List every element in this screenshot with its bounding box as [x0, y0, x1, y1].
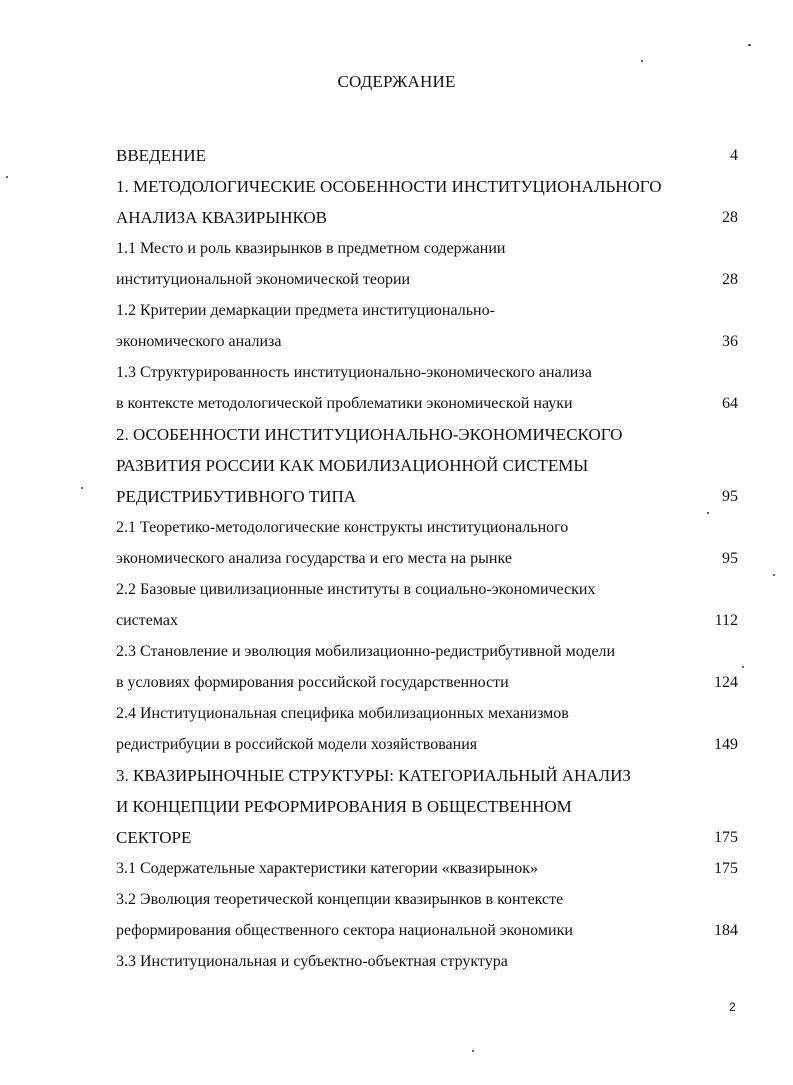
toc-entry-line: экономического анализа — [116, 333, 282, 350]
toc-entry-page: 149 — [714, 736, 738, 753]
toc-entry-line: И КОНЦЕПЦИИ РЕФОРМИРОВАНИЯ В ОБЩЕСТВЕННОМ — [116, 797, 572, 816]
toc-entry — [116, 946, 738, 977]
scan-speck — [773, 574, 775, 576]
toc-entry-line: СЕКТОРЕ — [116, 828, 192, 847]
toc-entry-line: 2.2 Базовые цивилизационные институты в социально-экономических — [116, 581, 596, 598]
toc-entry-page: 175 — [714, 829, 738, 846]
toc-entry — [116, 760, 738, 853]
table-of-contents — [116, 140, 738, 977]
toc-entry — [116, 853, 738, 884]
scan-speck — [472, 1050, 474, 1052]
page-title: СОДЕРЖАНИЕ — [337, 72, 456, 91]
scan-speck — [641, 60, 643, 62]
toc-entry-line: 2.3 Становление и эволюция мобилизационно-редистрибутивной модели — [116, 643, 616, 660]
toc-entry-page: 28 — [722, 271, 738, 288]
scan-speck — [742, 666, 744, 668]
page-number: 2 — [729, 1000, 736, 1014]
toc-entry-line: 3. КВАЗИРЫНОЧНЫЕ СТРУКТУРЫ: КАТЕГОРИАЛЬНЫЙ АНАЛИЗ — [116, 766, 631, 785]
toc-entry-line: 3.1 Содержательные характеристики категории «квазирынок» — [116, 860, 538, 877]
scan-speck — [6, 176, 8, 178]
toc-entry-line: АНАЛИЗА КВАЗИРЫНКОВ — [116, 208, 328, 227]
toc-entry — [116, 698, 738, 760]
toc-entry — [116, 512, 738, 574]
toc-entry-line: в условиях формирования российской государственности — [116, 674, 509, 691]
toc-entry — [116, 636, 738, 698]
toc-entry — [116, 233, 738, 295]
toc-entry-line: 2.4 Институциональная специфика мобилизационных механизмов — [116, 705, 569, 722]
toc-entry-page: 95 — [722, 488, 738, 505]
scan-speck — [707, 512, 709, 514]
toc-entry-line: РЕДИСТРИБУТИВНОГО ТИПА — [116, 487, 357, 506]
toc-entry — [116, 574, 738, 636]
toc-entry-page: 36 — [722, 333, 738, 350]
toc-entry — [116, 419, 738, 512]
toc-entry-line: 1.1 Место и роль квазирынков в предметном содержании — [116, 240, 506, 257]
toc-entry-line: ВВЕДЕНИЕ — [116, 146, 206, 165]
toc-entry-line: РАЗВИТИЯ РОССИИ КАК МОБИЛИЗАЦИОННОЙ СИСТЕМЫ — [116, 456, 589, 475]
toc-entry-line: реформирования общественного сектора национальной экономики — [116, 922, 573, 939]
toc-entry-page: 95 — [722, 550, 738, 567]
toc-entry-page: 112 — [714, 612, 738, 629]
toc-entry-page: 124 — [714, 674, 738, 691]
toc-entry-line: 1. МЕТОДОЛОГИЧЕСКИЕ ОСОБЕННОСТИ ИНСТИТУЦИОНАЛЬНОГО — [116, 177, 662, 196]
toc-entry — [116, 884, 738, 946]
toc-entry-page: 64 — [722, 395, 738, 412]
toc-entry-line: 3.2 Эволюция теоретической концепции квазирынков в контексте — [116, 891, 564, 908]
toc-entry-line: 2. ОСОБЕННОСТИ ИНСТИТУЦИОНАЛЬНО-ЭКОНОМИЧЕСКОГО — [116, 425, 623, 444]
toc-entry — [116, 357, 738, 419]
scan-speck — [748, 44, 751, 46]
toc-entry-line: редистрибуции в российской модели хозяйствования — [116, 736, 478, 753]
toc-entry-line: в контексте методологической проблематики экономической науки — [116, 395, 573, 412]
toc-entry-line: 1.2 Критерии демаркации предмета институционально- — [116, 302, 495, 319]
toc-entry — [116, 295, 738, 357]
toc-entry-line: 1.3 Структурированность институционально-экономического анализа — [116, 364, 592, 381]
toc-entry-page: 184 — [714, 922, 738, 939]
toc-entry-page: 28 — [722, 209, 738, 226]
toc-entry-page: 4 — [730, 147, 738, 164]
toc-entry — [116, 140, 738, 171]
toc-entry-line: 3.3 Институциональная и субъектно-объектная структура — [116, 953, 508, 970]
toc-entry-page: 175 — [714, 860, 738, 877]
toc-entry-line: системах — [116, 612, 178, 629]
toc-entry-line: институциональной экономической теории — [116, 271, 411, 288]
toc-entry-line: 2.1 Теоретико-методологические конструкты институционального — [116, 519, 569, 536]
toc-entry-line: экономического анализа государства и его места на рынке — [116, 550, 512, 567]
toc-entry — [116, 171, 738, 233]
scan-speck — [81, 487, 83, 489]
